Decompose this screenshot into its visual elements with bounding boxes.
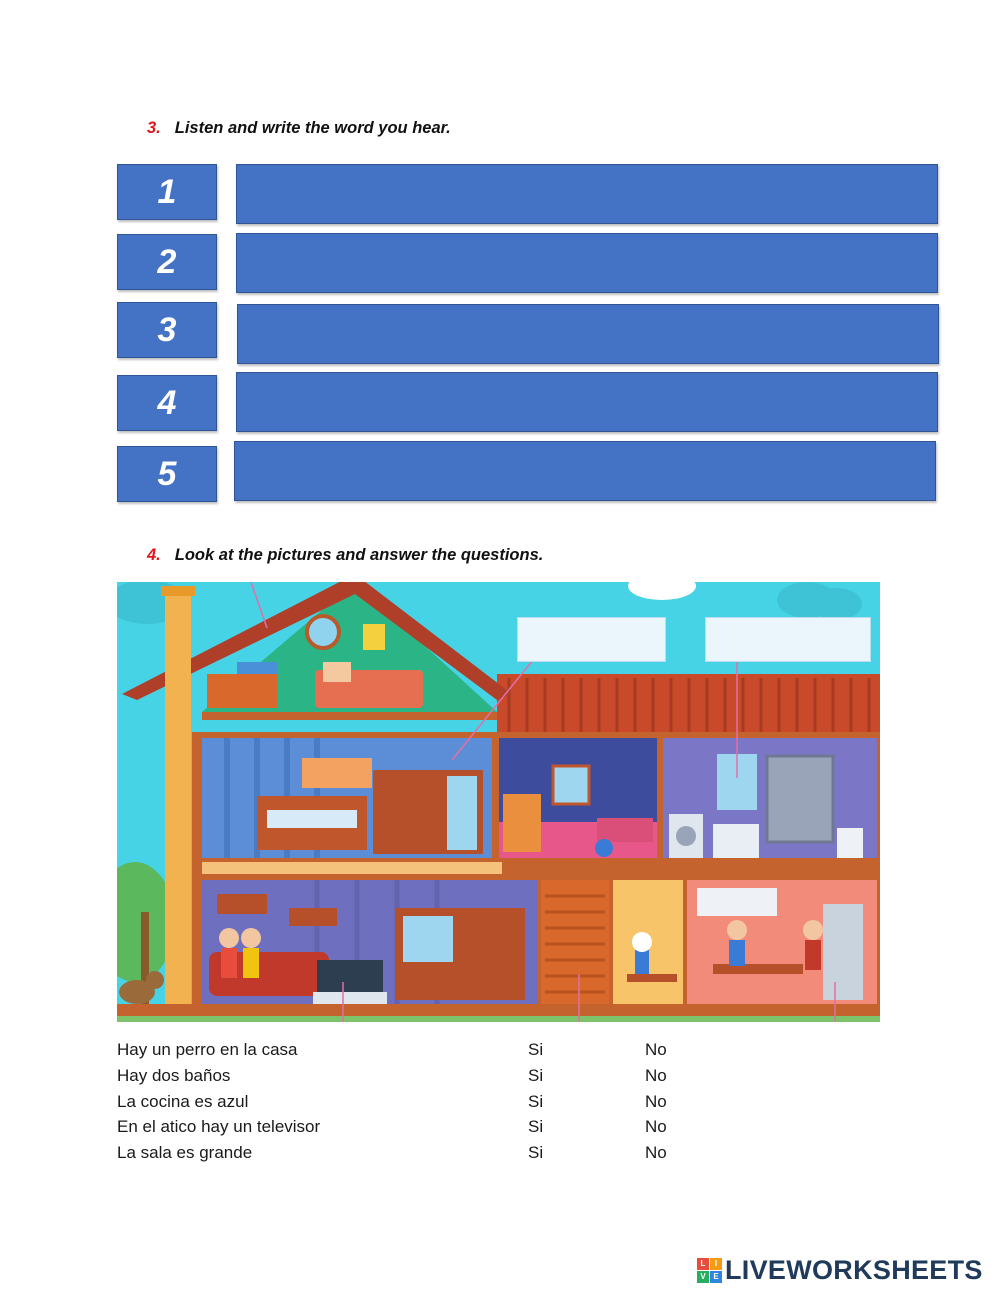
- row-1-answer-input[interactable]: [236, 164, 938, 224]
- section-4-number: 4.: [147, 546, 161, 564]
- question-2-yes-option[interactable]: Si: [528, 1066, 544, 1085]
- logo-block-v: V: [697, 1271, 709, 1283]
- row-5-answer-input[interactable]: [234, 441, 936, 501]
- question-3-yes-option[interactable]: Si: [528, 1092, 544, 1111]
- logo-block-e: E: [710, 1271, 722, 1283]
- logo-blocks-icon: [697, 1258, 722, 1283]
- question-3-text: La cocina es azul: [117, 1092, 249, 1111]
- question-5-no-option[interactable]: No: [645, 1143, 667, 1162]
- row-1-number: 1: [117, 164, 217, 220]
- picture-label-input-2[interactable]: [705, 617, 871, 662]
- question-4-yes-option[interactable]: Si: [528, 1117, 544, 1136]
- question-1-yes-option[interactable]: Si: [528, 1040, 544, 1059]
- row-5-number: 5: [117, 446, 217, 502]
- question-4-text: En el atico hay un televisor: [117, 1117, 321, 1136]
- liveworksheets-logo: [697, 1255, 983, 1285]
- section-3-number: 3.: [147, 119, 161, 137]
- section-4-title: Look at the pictures and answer the questions.: [174, 546, 544, 564]
- section-4-instruction: [147, 546, 543, 565]
- row-3-answer-input[interactable]: [237, 304, 939, 364]
- section-3-title: Listen and write the word you hear.: [174, 119, 451, 137]
- house-illustration: [117, 582, 880, 1022]
- logo-block-i: I: [710, 1258, 722, 1270]
- question-5-yes-option[interactable]: Si: [528, 1143, 544, 1162]
- picture-label-input-1[interactable]: [517, 617, 666, 662]
- row-2-number: 2: [117, 234, 217, 290]
- question-4-no-option[interactable]: No: [645, 1117, 667, 1136]
- row-4-answer-input[interactable]: [236, 372, 938, 432]
- question-1-text: Hay un perro en la casa: [117, 1040, 298, 1059]
- question-2-no-option[interactable]: No: [645, 1066, 667, 1085]
- logo-block-l: L: [697, 1258, 709, 1270]
- question-1-no-option[interactable]: No: [645, 1040, 667, 1059]
- question-2-text: Hay dos baños: [117, 1066, 231, 1085]
- question-3-no-option[interactable]: No: [645, 1092, 667, 1111]
- question-5-text: La sala es grande: [117, 1143, 253, 1162]
- row-3-number: 3: [117, 302, 217, 358]
- row-4-number: 4: [117, 375, 217, 431]
- logo-wordmark: LIVEWORKSHEETS: [725, 1254, 983, 1285]
- row-2-answer-input[interactable]: [236, 233, 938, 293]
- section-3-instruction: [147, 119, 451, 138]
